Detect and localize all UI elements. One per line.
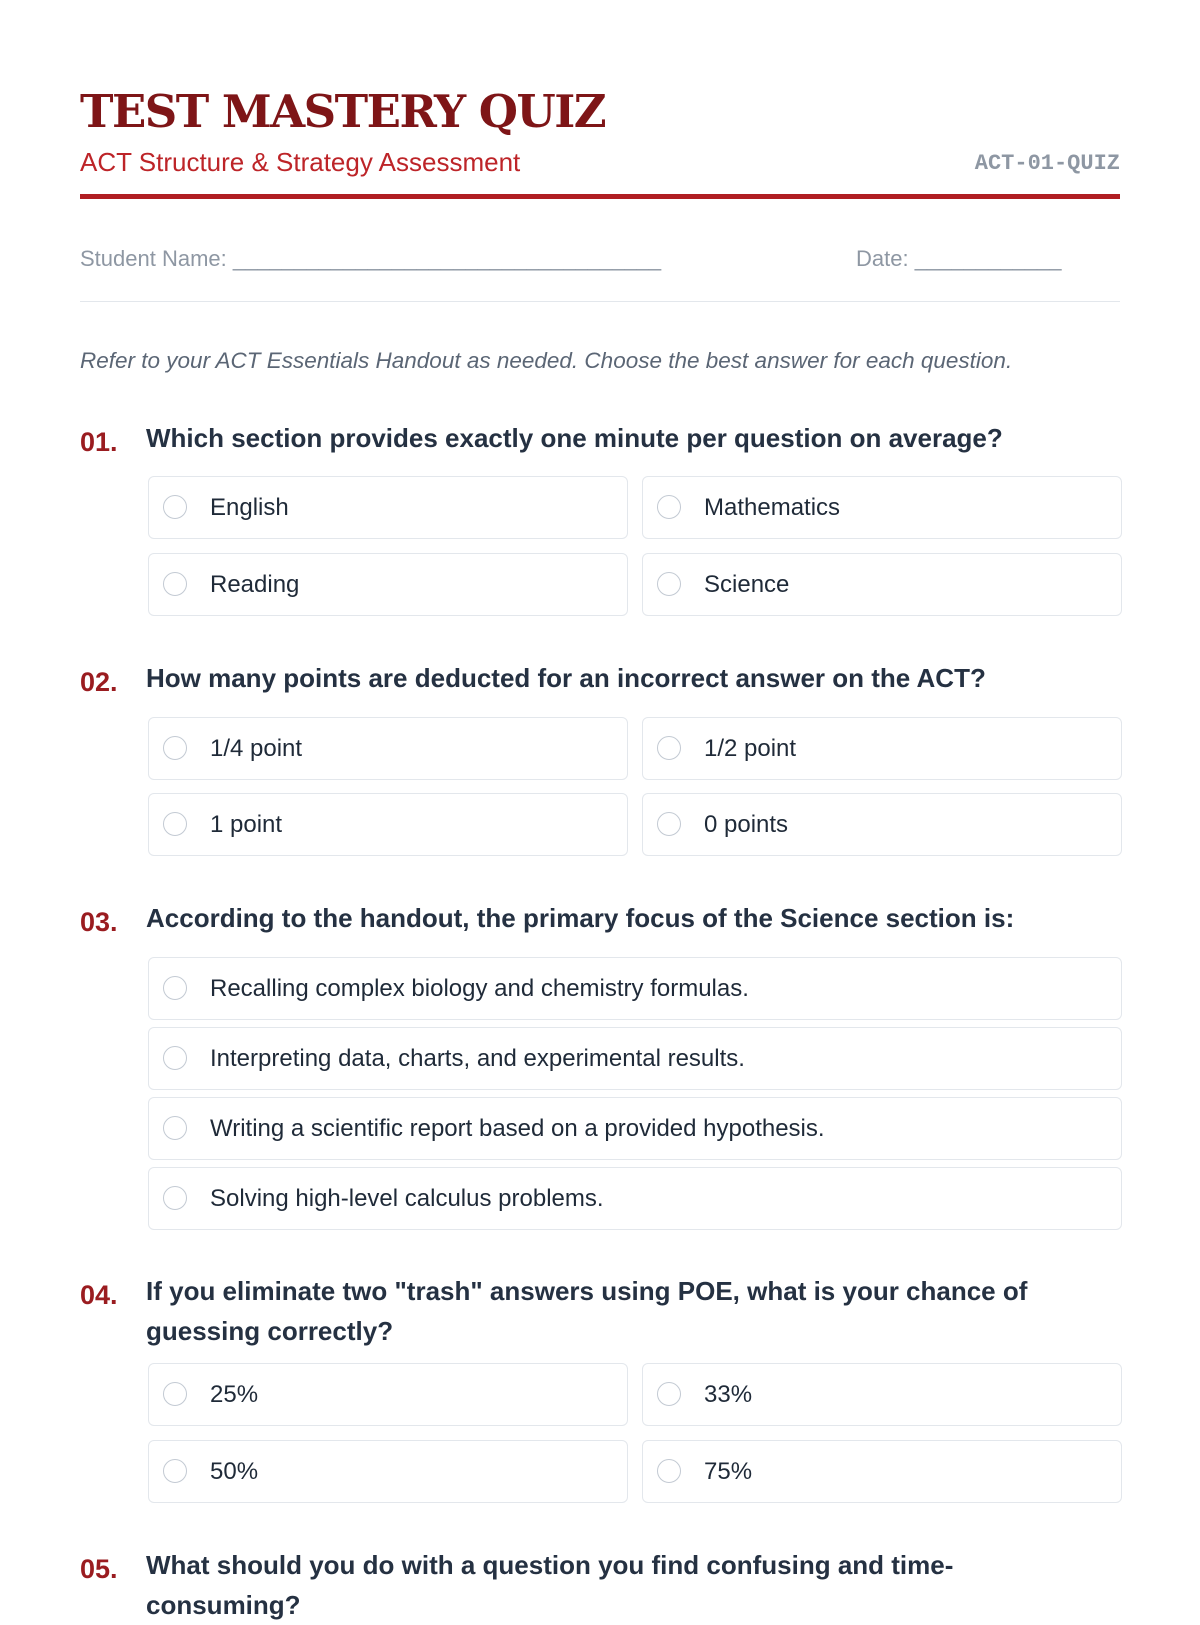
answer-label: Solving high-level calculus problems. xyxy=(210,1185,604,1212)
student-name-field[interactable]: Student Name: ___________________________________ xyxy=(80,246,662,271)
radio-button[interactable] xyxy=(163,1186,187,1210)
answer-option[interactable] xyxy=(642,1363,1122,1426)
answer-option[interactable] xyxy=(642,553,1122,616)
answer-option[interactable] xyxy=(148,476,628,539)
question-text: What should you do with a question you find confusing and time-consuming? xyxy=(146,1550,954,1620)
question-number: 03. xyxy=(80,907,118,937)
answer-label: 1/4 point xyxy=(210,735,303,762)
radio-button[interactable] xyxy=(657,1459,681,1483)
question-text: According to the handout, the primary focus of the Science section is: xyxy=(146,903,1015,933)
answer-label: 25% xyxy=(210,1381,259,1408)
answer-option[interactable] xyxy=(642,793,1122,856)
answer-label: Recalling complex biology and chemistry formulas. xyxy=(210,975,749,1002)
question-text: If you eliminate two "trash" answers using POE, what is your chance of guessing correctly? xyxy=(146,1276,1028,1346)
answer-option[interactable] xyxy=(642,476,1122,539)
question-number: 02. xyxy=(80,667,118,697)
radio-button[interactable] xyxy=(163,1382,187,1406)
answer-label: English xyxy=(210,494,289,521)
question-number: 05. xyxy=(80,1554,118,1584)
quiz-title: TEST MASTERY QUIZ xyxy=(80,85,606,138)
answer-option[interactable] xyxy=(148,1027,1122,1090)
quiz-subtitle: ACT Structure & Strategy Assessment xyxy=(80,147,521,177)
answer-label: 75% xyxy=(704,1458,753,1485)
radio-button[interactable] xyxy=(163,812,187,836)
answer-label: 50% xyxy=(210,1458,259,1485)
answer-label: 0 points xyxy=(704,811,789,838)
radio-button[interactable] xyxy=(657,572,681,596)
quiz-code: ACT-01-QUIZ xyxy=(974,151,1120,176)
question-text: Which section provides exactly one minute per question on average? xyxy=(146,423,1003,453)
answer-option[interactable] xyxy=(148,1097,1122,1160)
answer-option[interactable] xyxy=(148,957,1122,1020)
answer-option[interactable] xyxy=(642,717,1122,780)
radio-button[interactable] xyxy=(163,1116,187,1140)
answer-label: Reading xyxy=(210,571,300,598)
answer-option[interactable] xyxy=(642,1440,1122,1503)
answer-label: Writing a scientific report based on a provided hypothesis. xyxy=(210,1115,825,1142)
radio-button[interactable] xyxy=(163,736,187,760)
radio-button[interactable] xyxy=(163,1046,187,1070)
radio-button[interactable] xyxy=(163,1459,187,1483)
date-field[interactable]: Date: ____________ xyxy=(856,246,1062,271)
question-number: 01. xyxy=(80,427,118,457)
radio-button[interactable] xyxy=(163,976,187,1000)
answer-option[interactable] xyxy=(148,553,628,616)
instructions: Refer to your ACT Essentials Handout as needed. Choose the best answer for each question. xyxy=(80,348,1013,373)
radio-button[interactable] xyxy=(163,495,187,519)
answer-label: 1 point xyxy=(210,811,283,838)
radio-button[interactable] xyxy=(657,736,681,760)
answer-option[interactable] xyxy=(148,1440,628,1503)
answer-option[interactable] xyxy=(148,1167,1122,1230)
section-divider xyxy=(80,301,1120,302)
radio-button[interactable] xyxy=(657,495,681,519)
answer-label: 33% xyxy=(704,1381,753,1408)
answer-label: Science xyxy=(704,571,790,598)
answer-label: 1/2 point xyxy=(704,735,797,762)
question-text: How many points are deducted for an incorrect answer on the ACT? xyxy=(146,663,986,693)
answer-option[interactable] xyxy=(148,717,628,780)
radio-button[interactable] xyxy=(163,572,187,596)
answer-option[interactable] xyxy=(148,1363,628,1426)
question-number: 04. xyxy=(80,1280,118,1310)
answer-label: Mathematics xyxy=(704,494,841,521)
radio-button[interactable] xyxy=(657,812,681,836)
radio-button[interactable] xyxy=(657,1382,681,1406)
header-divider xyxy=(80,194,1120,199)
answer-option[interactable] xyxy=(148,793,628,856)
answer-label: Interpreting data, charts, and experimental results. xyxy=(210,1045,745,1072)
